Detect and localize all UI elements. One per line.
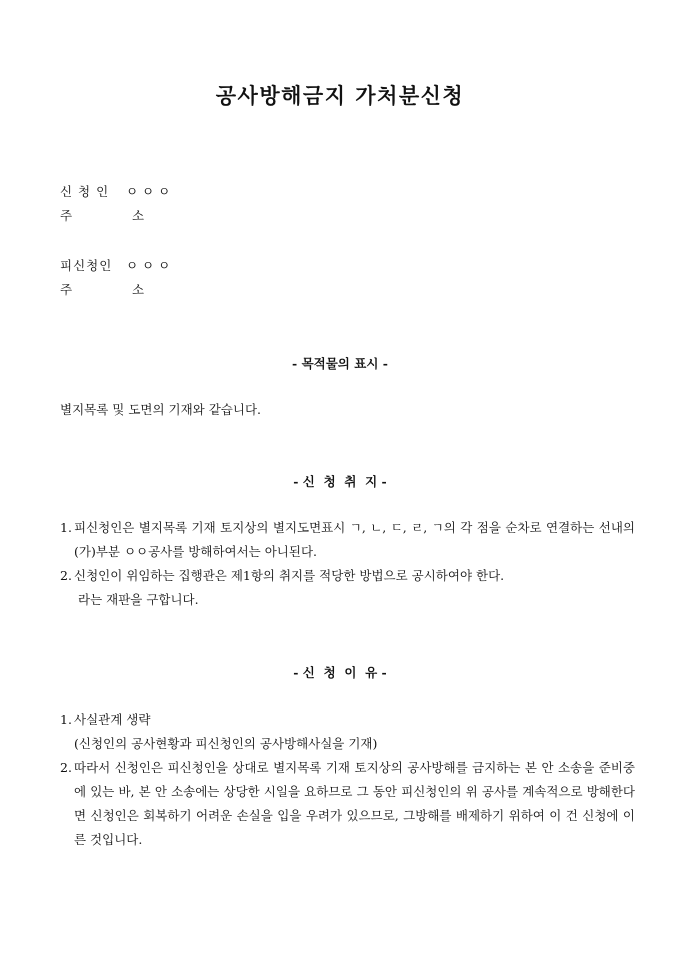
purpose-item xyxy=(60,564,635,588)
reason-item xyxy=(60,756,635,852)
reason-item-text: 따라서 신청인은 피신청인을 상대로 별지목록 기재 토지상의 공사방해를 금지하는 본 안 소송을 준비중에 있는 바, 본 안 소송에는 상당한 시일을 요하므로 그 동안 피신청인의 위 공사를 계속적으로 방해한다면 신청인은 회복하기 어려운 손실을 입을 우려가 있으므로, 그방해를 배제하기 위하여 이 건 신청에 이른 것입니다. xyxy=(74,760,635,847)
applicant-address-row xyxy=(60,204,173,228)
respondent-name: ㅇ ㅇ ㅇ xyxy=(125,258,171,273)
reason-item-number: 1. xyxy=(60,712,72,727)
applicant-row xyxy=(60,180,170,204)
object-text: 별지목록 및 도면의 기재와 같습니다. xyxy=(60,402,261,417)
document-title: 공사방해금지 가처분신청 xyxy=(215,83,465,108)
applicant-name: ㅇ ㅇ ㅇ xyxy=(125,184,171,199)
respondent-block xyxy=(60,254,173,302)
purpose-list xyxy=(60,516,635,612)
applicant-address-label: 주 소 xyxy=(60,208,173,223)
purpose-item-number: 2. xyxy=(60,568,72,583)
reason-item xyxy=(60,708,635,732)
purpose-item-text: 피신청인은 별지목록 기재 토지상의 별지도면표시 ㄱ, ㄴ, ㄷ, ㄹ, ㄱ의 각 점을 순차로 연결하는 선내의 (가)부분 ㅇㅇ공사를 방해하여서는 아니된다. xyxy=(74,520,635,559)
respondent-address-row xyxy=(60,278,173,302)
reason-item-number: 2. xyxy=(60,760,72,775)
purpose-item-number: 1. xyxy=(60,520,72,535)
reason-heading: - 신 청 이 유 - xyxy=(293,665,387,680)
reason-item-note: (신청인의 공사현황과 피신청인의 공사방해사실을 기재) xyxy=(74,736,378,751)
object-heading: - 목적물의 표시 - xyxy=(292,356,388,371)
respondent-row xyxy=(60,254,170,278)
respondent-label: 피신청인 xyxy=(60,258,113,273)
purpose-item xyxy=(60,516,635,564)
applicant-label: 신 청 인 xyxy=(60,184,110,199)
reason-item-text: 사실관계 생략 xyxy=(74,712,151,727)
applicant-block xyxy=(60,180,173,228)
reason-list xyxy=(60,708,635,852)
respondent-address-label: 주 소 xyxy=(60,282,173,297)
purpose-heading: - 신 청 취 지 - xyxy=(293,474,387,489)
purpose-item-text: 신청인이 위임하는 집행관은 제1항의 취지를 적당한 방법으로 공시하여야 한다. xyxy=(74,568,505,583)
purpose-closing: 라는 재판을 구합니다. xyxy=(78,592,199,607)
